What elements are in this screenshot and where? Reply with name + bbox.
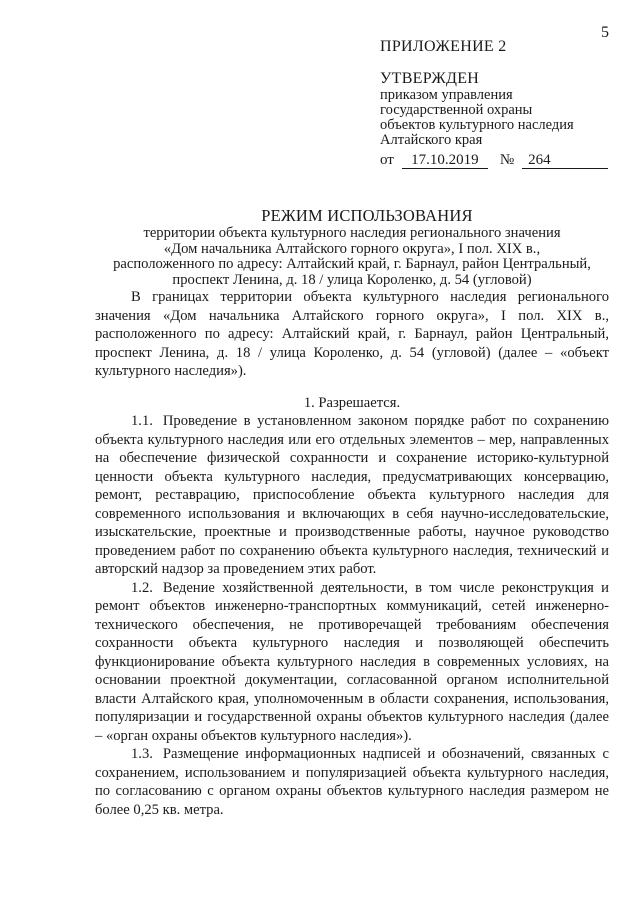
appendix-label: ПРИЛОЖЕНИЕ 2 <box>380 38 507 55</box>
number-sign: № <box>499 152 515 168</box>
order-date-number-row <box>380 152 620 169</box>
order-line: Алтайского края <box>380 132 483 148</box>
page-number: 5 <box>601 24 609 41</box>
clause-number: 1.1. <box>131 413 153 429</box>
order-line: объектов культурного наследия <box>380 117 574 133</box>
clause-text: Размещение информационных надписей и обозначений, связанных с сохранением, использованием и популяризацией объекта культурного наследия, по согласованию с органом охраны объектов культурного наследия размером не более 0,25 кв. метра. <box>95 746 609 818</box>
date-prefix: от <box>380 152 394 168</box>
document-title-block <box>95 206 609 288</box>
document-body <box>95 288 609 819</box>
clause-number: 1.3. <box>131 746 153 762</box>
clause-number: 1.2. <box>131 579 153 596</box>
clause-text: Проведение в установленном законом порядке работ по сохранению объекта культурного наследия или его отдельных элементов – мер, направленных на обеспечение физической сохранности и сохранение историко-культурной ценности объекта культурного наследия, предусматривающих консервацию, ремонт, реставрацию, приспособление объекта культурного наследия для современного использования и включающих в себя научно-исследовательские, изыскательские, проектные и производственные работы, научное руководство проведением работ по сохранению объекта культурного наследия, технический и авторский надзор за проведением этих работ. <box>95 413 609 577</box>
title-line: «Дом начальника Алтайского горного округа», I пол. XIX в., <box>163 240 541 257</box>
order-number: 264 <box>522 152 608 169</box>
approved-label: УТВЕРЖДЕН <box>380 70 480 87</box>
clause-text: Ведение хозяйственной деятельности, в том числе реконструкция и ремонт объектов инженерно-транспортных коммуникаций, сетей инженерно-технического обеспечения, не противоречащей требованиям обеспечения сохранности объекта культурного наследия и позволяющей обеспечить функционирование объекта культурного наследия в современных условиях, на основании проектной документации, согласованной органом исполнительной власти Алтайского края, уполномоченным в области сохранения, использования, популяризации и государственной охраны объектов культурного наследия (далее – «орган охраны объектов культурного наследия»). <box>95 579 609 744</box>
title-line: проспект Ленина, д. 18 / улица Короленко, д. 54 (угловой) <box>172 271 532 288</box>
clause-1-3 <box>95 745 609 819</box>
clause-1-1 <box>95 412 609 579</box>
section-heading: 1. Разрешается. <box>303 394 401 411</box>
clause-1-2 <box>95 579 609 746</box>
title-line: расположенного по адресу: Алтайский край, г. Барнаул, район Центральный, <box>113 256 591 272</box>
order-line: приказом управления <box>380 87 513 103</box>
approval-stamp <box>380 38 620 169</box>
order-line: государственной охраны <box>380 102 533 118</box>
document-title: РЕЖИМ ИСПОЛЬЗОВАНИЯ <box>261 206 473 225</box>
title-line: территории объекта культурного наследия регионального значения <box>143 225 561 241</box>
order-date: 17.10.2019 <box>402 152 488 169</box>
intro-paragraph: В границах территории объекта культурного наследия регионального значения «Дом начальника Алтайского горного округа», I пол. XIX в., расположенного по адресу: Алтайский край, г. Барнаул, район Центральный, проспект Ленина, д. 18 / улица Короленко, д. 54 (угловой) (далее – «объект культурного наследия»). <box>95 289 609 379</box>
